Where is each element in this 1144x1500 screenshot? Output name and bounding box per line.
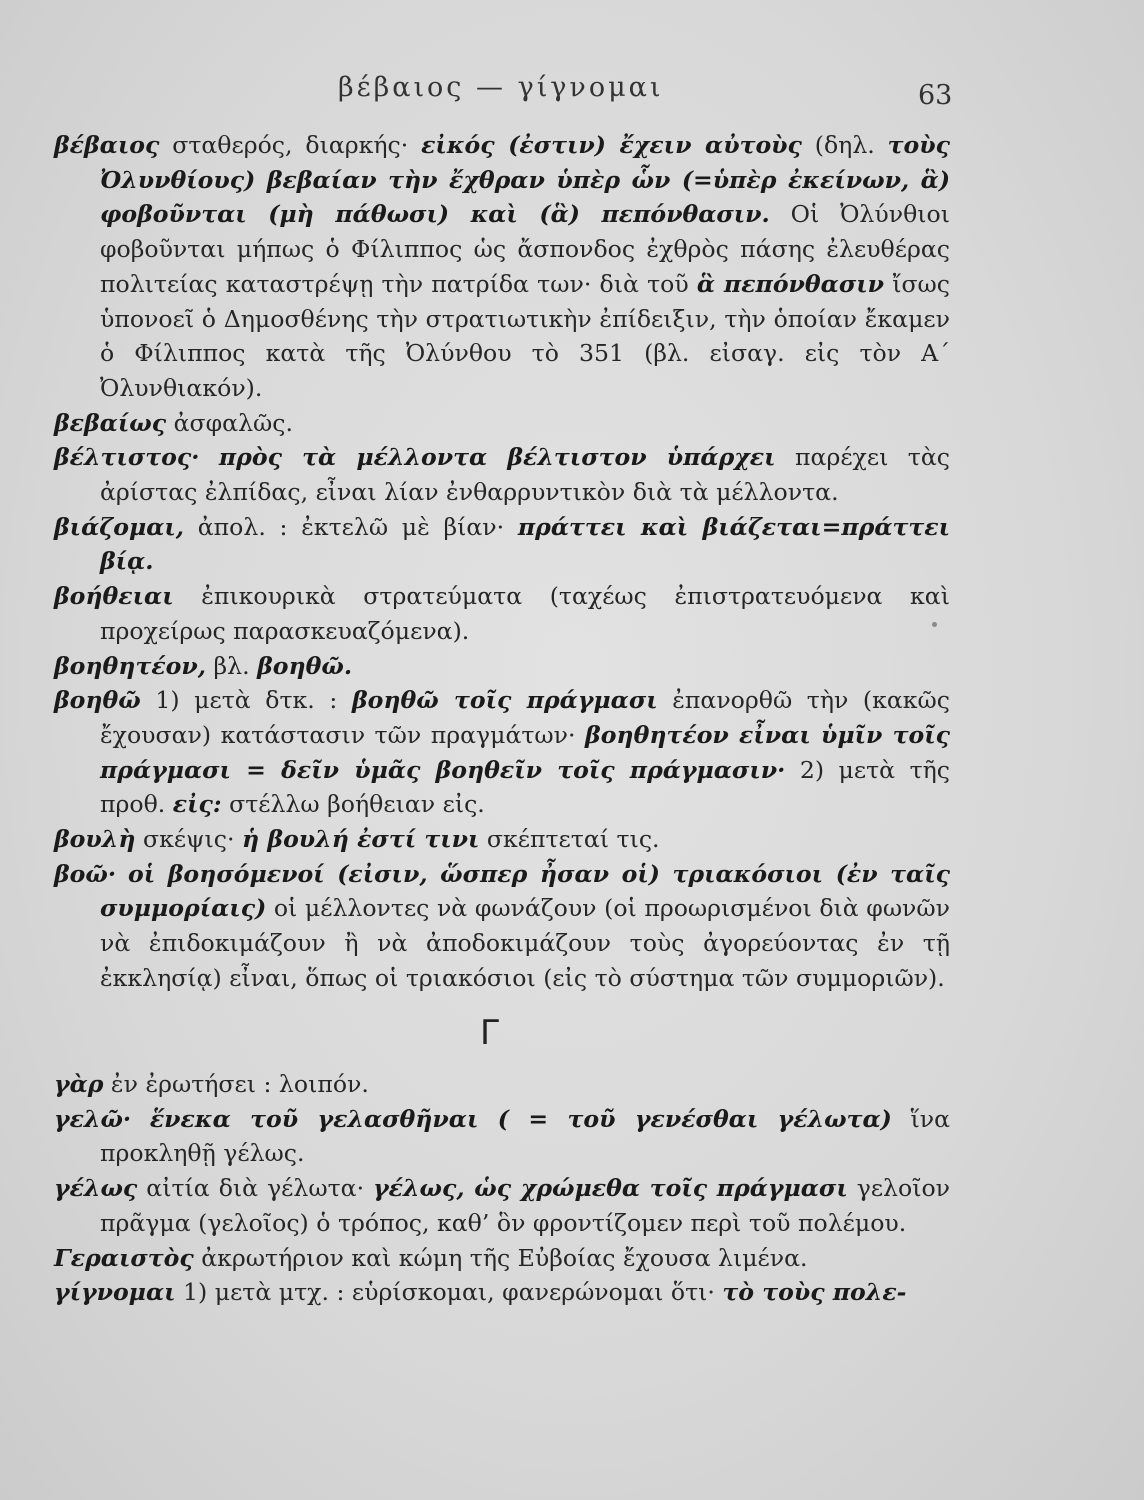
entry-phrase: βοηθητέον εἶναι ὑμῖν τοῖς πράγμασι = δεῖν ὑμᾶς βοηθεῖν τοῖς πράγμασιν· [100, 720, 950, 784]
dictionary-entry [54, 649, 950, 684]
entries-gamma [54, 1067, 950, 1310]
entry-headword: Γεραιστὸς [54, 1243, 194, 1272]
dictionary-entry [54, 406, 950, 441]
entry-definition: αἰτία διὰ γέλωτα· [137, 1174, 374, 1203]
entry-definition: ἵνα προκληθῇ γέλως. [100, 1104, 950, 1168]
entry-headword: βοηθῶ [54, 686, 141, 715]
entry-definition [199, 443, 218, 471]
entry-definition: παρέχει τὰς ἀρίστας ἐλπίδας, εἶναι λίαν ἐνθαρρυντικὸν διὰ τὰ μέλλοντα. [100, 443, 950, 507]
entries-beta [54, 128, 950, 996]
entry-definition: ἀσφαλῶς. [166, 408, 293, 437]
entry-phrase: γέλως, ὡς χρώμεθα τοῖς πράγμασι [373, 1174, 848, 1203]
entry-headword: γὰρ [54, 1070, 104, 1098]
entry-definition: σταθερός, διαρκής· [159, 131, 422, 159]
entry-phrase: οἱ βοησόμενοί (εἰσιν, ὥσπερ ἦσαν οἱ) τριακόσιοι (ἐν ταῖς συμμορίαις) [100, 859, 950, 923]
entry-headword: βέλτιστος· [54, 443, 200, 472]
entry-headword: βοηθητέον, [54, 651, 206, 680]
entry-definition: 1) μετὰ δτκ. : [140, 686, 352, 715]
entry-definition [116, 860, 128, 888]
entry-phrase: ἃ πεπόνθασιν [696, 269, 884, 298]
entry-phrase: τοὺς Ὀλυνθίους) βεβαίαν τὴν ἔχθραν ὑπὲρ ὧν (=ὑπὲρ ἐκείνων, ἃ) φοβοῦνται (μὴ πάθωσι) καὶ (ἃ) πεπόνθασιν. [100, 131, 950, 229]
running-head: βέβαιος — γίγνομαι [338, 72, 664, 103]
entry-headword: γίγνομαι [54, 1278, 176, 1307]
dictionary-entry [54, 1102, 950, 1171]
dictionary-entry [54, 857, 950, 996]
entry-definition: βλ. [206, 651, 258, 680]
page-number: 63 [918, 80, 953, 111]
dictionary-entry [54, 128, 950, 406]
entry-definition: ἀπολ. : ἐκτελῶ μὲ βίαν· [184, 512, 518, 541]
entry-definition: ἐπανορθῶ τὴν (κακῶς ἔχουσαν) κατάστασιν τῶν πραγμάτων· [100, 686, 950, 749]
entry-headword: βέβαιος [54, 131, 160, 159]
dictionary-entry [54, 510, 950, 579]
dictionary-entry [54, 683, 950, 822]
entry-phrase: πρὸς τὰ μέλλοντα βέλτιστον ὑπάρχει [218, 443, 776, 472]
dictionary-entry [54, 1171, 950, 1240]
dictionary-entry [54, 1067, 950, 1102]
entry-definition: (δηλ. [801, 131, 888, 159]
dictionary-entry [54, 579, 950, 648]
entry-definition: στέλλω βοήθειαν εἰς. [221, 790, 485, 819]
entry-definition: Οἱ Ὀλύνθιοι φοβοῦνται μήπως ὁ Φίλιππος ὡς ἄσπονδος ἐχθρὸς πάσης ἐλευθέρας πολιτείας καταστρέψῃ τὴν πατρίδα των· διὰ τοῦ [100, 200, 950, 298]
dictionary-entry [54, 440, 950, 509]
dictionary-entry [54, 1241, 950, 1276]
entry-definition: γελοῖον πρᾶγμα (γελοῖος) ὁ τρόπος, καθ’ ὃν φροντίζομεν περὶ τοῦ πολέμου. [100, 1174, 951, 1237]
entry-phrase: εἰκός (ἐστιν) ἔχειν αὐτοὺς [421, 131, 802, 159]
entry-headword: βοήθειαι [54, 582, 174, 611]
dictionary-entry [54, 822, 950, 857]
entry-headword: γέλως [54, 1174, 138, 1203]
entry-definition: σκέπτεταί τις. [479, 825, 660, 854]
entry-definition: ἀκρωτήριον καὶ κώμη τῆς Εὐβοίας ἔχουσα λιμένα. [193, 1243, 808, 1272]
section-letter-gamma: Γ [480, 1013, 499, 1053]
entry-headword: βουλὴ [54, 825, 136, 854]
entry-definition: ἐν ἐρωτήσει : λοιπόν. [103, 1070, 369, 1098]
entry-definition [131, 1105, 150, 1133]
entry-headword: βεβαίως [54, 408, 167, 437]
entry-headword: βοῶ· [54, 859, 117, 888]
entry-headword: γελῶ· [54, 1104, 132, 1133]
entry-phrase: ἕνεκα τοῦ γελασθῆναι ( = τοῦ γενέσθαι γέλωτα) [149, 1104, 892, 1133]
entry-phrase: τὸ τοὺς πολε- [722, 1278, 907, 1307]
dictionary-entry [54, 1275, 950, 1310]
entry-definition: 2) μετὰ τῆς προθ. [100, 755, 950, 819]
entry-phrase: ἡ βουλή ἐστί τινι [242, 825, 480, 854]
entry-definition: ἐπικουρικὰ στρατεύματα (ταχέως ἐπιστρατευόμενα καὶ προχείρως παρασκευαζόμενα). [100, 582, 950, 645]
print-speck [932, 622, 937, 627]
entry-definition: ἴσως ὑπονοεῖ ὁ Δημοσθένης τὴν στρατιωτικὴν ἐπίδειξιν, τὴν ὁποίαν ἔκαμεν ὁ Φίλιππος κατὰ τῆς Ὀλύνθου τὸ 351 (βλ. εἰσαγ. εἰς τὸν Α΄ Ὀλυνθιακόν). [100, 269, 950, 402]
entry-phrase: βοηθῶ. [257, 651, 353, 680]
entry-definition: οἱ μέλλοντες νὰ φωνάζουν (οἱ προωρισμένοι διὰ φωνῶν νὰ ἐπιδοκιμάζουν ἢ νὰ ἀποδοκιμάζουν τοὺς ἀγορεύοντας ἐν τῇ ἐκκλησίᾳ) εἶναι, ὅπως οἱ τριακόσιοι (εἰς τὸ σύστημα τῶν συμμοριῶν). [100, 894, 950, 992]
entry-phrase: εἰς: [172, 790, 222, 819]
entry-headword: βιάζομαι, [54, 512, 185, 541]
entry-phrase: βοηθῶ τοῖς πράγμασι [351, 686, 658, 715]
entry-definition: σκέψις· [135, 825, 243, 854]
entry-phrase: πράττει καὶ βιάζεται=πράττει βίᾳ. [100, 512, 950, 576]
entry-definition: 1) μετὰ μτχ. : εὑρίσκομαι, φανερώνομαι ὅτι· [175, 1278, 723, 1307]
